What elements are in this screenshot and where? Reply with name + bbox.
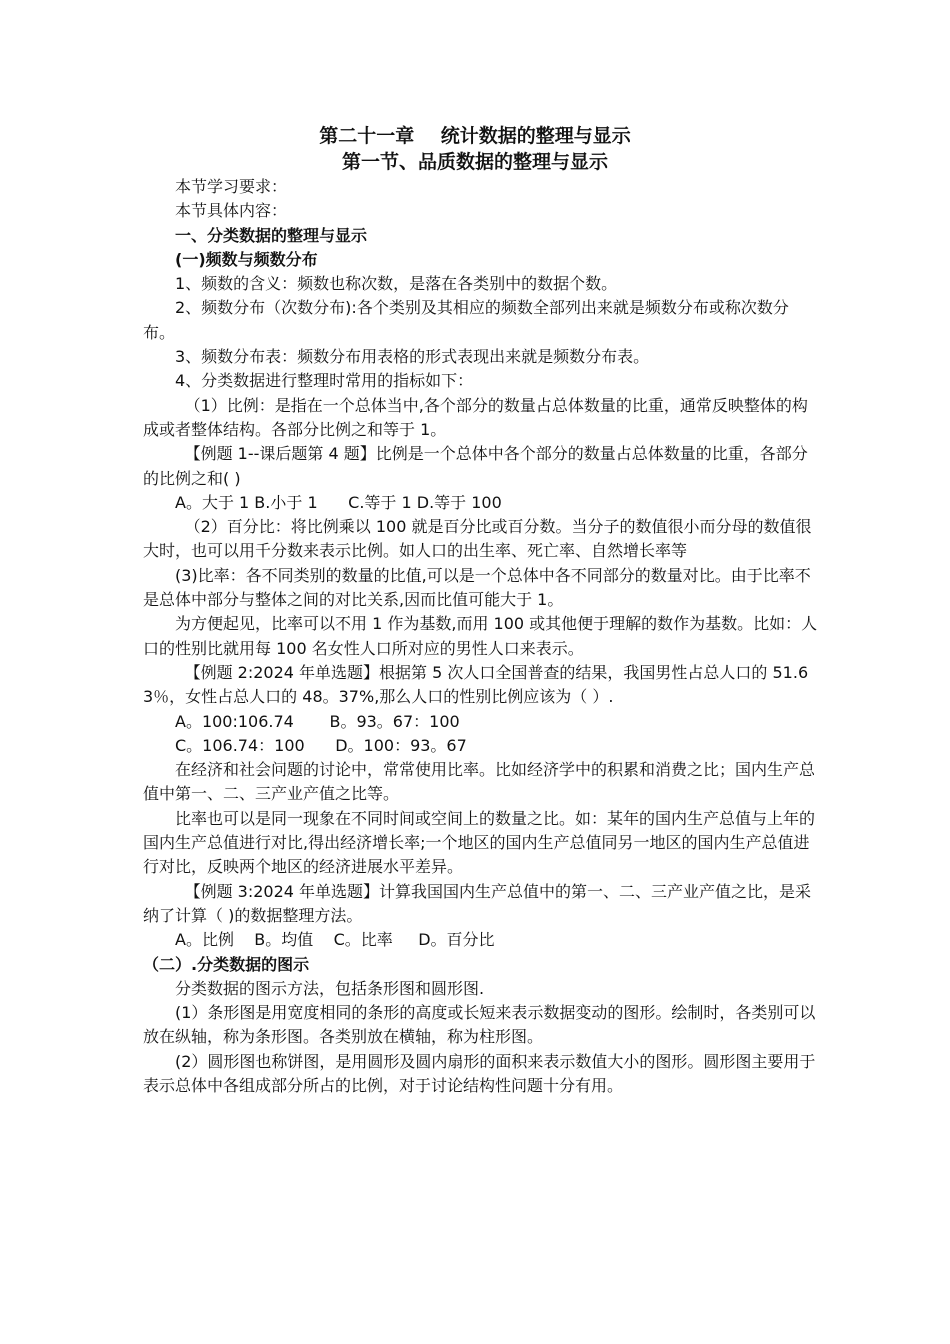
example-question: 【例题 2:2024 年单选题】根据第 5 次人口全国普查的结果，我国男性占总人口的 51.63％，女性占总人口的 48。37%,那么人口的性别比例应该为（ ）. — [143, 662, 809, 707]
paragraph: 为方便起见，比率可以不用 1 作为基数,而用 100 或其他便于理解的数作为基数。比如：人口的性别比就用每 100 名女性人口所对应的男性人口来表示。 — [143, 614, 818, 658]
example-options: C。106.74：100 D。100：93。67 — [175, 735, 467, 755]
paragraph: (1）条形图是用宽度相同的条形的高度或长短来表示数据变动的图形。绘制时，各类别可以放在纵轴，称为条形图。各类别放在横轴，称为柱形图。 — [143, 1003, 816, 1047]
paragraph: 分类数据的图示方法，包括条形图和圆形图. — [175, 978, 485, 998]
paragraph: 在经济和社会问题的讨论中，常常使用比率。比如经济学中的积累和消费之比；国内生产总值中第一、二、三产业产值之比等。 — [143, 760, 816, 804]
chapter-title: 第二十一章 统计数据的整理与显示 — [319, 125, 631, 147]
paragraph: 3、频数分布表：频数分布用表格的形式表现出来就是频数分布表。 — [175, 347, 650, 367]
example-options: A。大于 1 B.小于 1 C.等于 1 D.等于 100 — [175, 492, 502, 512]
paragraph: (3)比率：各不同类别的数量的比值,可以是一个总体中各不同部分的数量对比。由于比率不是总体中部分与整体之间的对比关系,因而比值可能大于 1。 — [143, 565, 811, 610]
example-options: A。比例 B。均值 C。比率 D。百分比 — [175, 930, 495, 950]
paragraph: （1）比例：是指在一个总体当中,各个部分的数量占总体数量的比重，通常反映整体的构成或者整体结构。各部分比例之和等于 1。 — [143, 395, 808, 439]
heading-categorical-charts: （二）.分类数据的图示 — [143, 954, 310, 974]
heading-categorical-data: 一、分类数据的整理与显示 — [175, 225, 368, 245]
paragraph: （2）百分比：将比例乘以 100 就是百分比或百分数。当分子的数值很小而分母的数值很大时，也可以用千分数来表示比例。如人口的出生率、死亡率、自然增长率等 — [143, 517, 812, 561]
section-title: 第一节、品质数据的整理与显示 — [341, 151, 608, 173]
document-body — [143, 175, 818, 1098]
example-options: A。100:106.74 B。93。67：100 — [175, 711, 460, 731]
paragraph-specific-content: 本节具体内容： — [175, 201, 288, 221]
paragraph: 比率也可以是同一现象在不同时间或空间上的数量之比。如：某年的国内生产总值与上年的国内生产总值进行对比,得出经济增长率;一个地区的国内生产总值同另一地区的国内生产总值进行对比，反映两个地区的经济进展水平差异。 — [143, 808, 816, 877]
example-question: 【例题 3:2024 年单选题】计算我国国内生产总值中的第一、二、三产业产值之比，是采纳了计算（ )的数据整理方法。 — [143, 881, 812, 925]
paragraph: (2）圆形图也称饼图，是用圆形及圆内扇形的面积来表示数值大小的图形。圆形图主要用于表示总体中各组成部分所占的比例，对于讨论结构性问题十分有用。 — [143, 1051, 816, 1095]
example-question: 【例题 1--课后题第 4 题】比例是一个总体中各个部分的数量占总体数量的比重，各部分的比例之和( ) — [143, 444, 808, 488]
paragraph: 1、频数的含义：频数也称次数，是落在各类别中的数据个数。 — [175, 274, 618, 294]
paragraph: 4、分类数据进行整理时常用的指标如下： — [175, 371, 474, 391]
paragraph-study-requirements: 本节学习要求： — [175, 177, 288, 196]
heading-frequency: (一)频数与频数分布 — [175, 249, 318, 269]
paragraph: 2、频数分布（次数分布):各个类别及其相应的频数全部列出来就是频数分布或称次数分布。 — [143, 298, 789, 342]
